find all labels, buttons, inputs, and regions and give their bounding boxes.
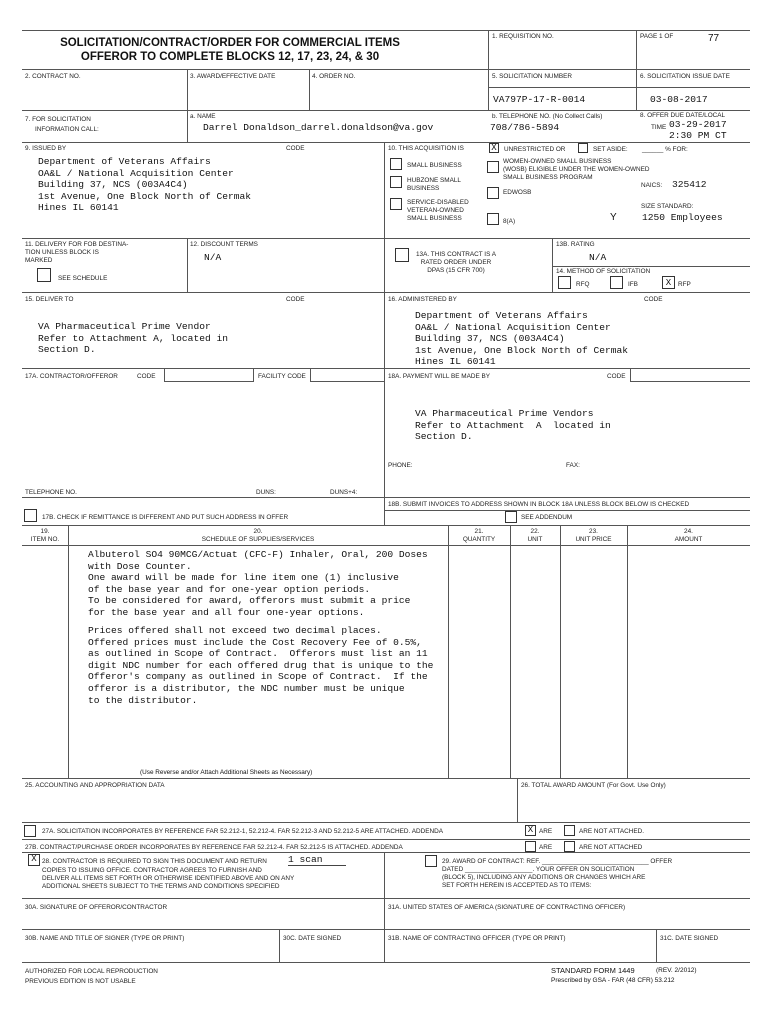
contractor-sign-checkbox[interactable]: X (28, 854, 40, 866)
rated-order-checkbox[interactable] (395, 248, 409, 262)
order-no-label: 4. ORDER NO. (312, 73, 356, 80)
officer-name-label: 31B. NAME OF CONTRACTING OFFICER (TYPE OR PRINT) (388, 935, 566, 942)
deliver-to-address: VA Pharmaceutical Prime Vendor Refer to Attachment A, located in Section D. (38, 321, 228, 356)
col-item-no: 19. ITEM NO. (30, 528, 60, 543)
size-standard: 1250 Employees (642, 212, 723, 223)
rating: N/A (589, 252, 607, 263)
acquisition-label: 10. THIS ACQUISITION IS (388, 145, 464, 152)
far-27a-are-label: ARE (539, 828, 553, 835)
contractor-agreement-text: COPIES TO ISSUING OFFICE. CONTRACTOR AGREES TO FURNISH AND DELIVER ALL ITEMS SET FORTH OR OTHERWISE IDENTIFIED ABOVE AND ON ANY ADDITIONAL SHEETS SUBJECT TO THE TERMS AND CONDITIONS SPECIFIED (42, 867, 295, 890)
invoice-label: 18B. SUBMIT INVOICES TO ADDRESS SHOWN IN BLOCK 18A UNLESS BLOCK BELOW IS CHECKED (388, 501, 690, 508)
col-quantity: 21. QUANTITY (462, 528, 496, 543)
issue-date: 03-08-2017 (650, 94, 708, 105)
rated-order-label: 13A. THIS CONTRACT IS A RATED ORDER UNDER DPAS (15 CFR 700) (416, 251, 497, 274)
eight-a-checkbox[interactable] (487, 213, 499, 225)
payment-code-label: CODE (607, 373, 626, 380)
unrestricted-checkbox[interactable]: X (489, 143, 499, 153)
contractor-code-label: CODE (137, 373, 156, 380)
edwosb-checkbox[interactable] (487, 187, 499, 199)
award-checkbox[interactable] (425, 855, 437, 867)
telephone-label: TELEPHONE NO. (25, 489, 77, 496)
form-revision: (REV. 2/2012) (656, 967, 697, 974)
solicitation-number: VA797P-17-R-0014 (493, 94, 586, 105)
delivery-label: 11. DELIVERY FOR FOB DESTINA- TION UNLESS BLOCK IS MARKED (25, 241, 129, 264)
rfp-checkbox[interactable]: X (662, 276, 675, 289)
far-27b-label: 27B. CONTRACT/PURCHASE ORDER INCORPORATES BY REFERENCE FAR 52.212-4. FAR 52.212-5 IS ATTACHED. ADDENDA (25, 844, 403, 851)
contact-name: Darrel Donaldson_darrel.donaldson@va.gov (203, 122, 434, 133)
date-signed-30c-label: 30C. DATE SIGNED (283, 935, 342, 942)
size-standard-label: SIZE STANDARD: (641, 203, 694, 210)
schedule-footnote: (Use Reverse and/or Attach Additional Sheets as Necessary) (140, 769, 313, 776)
duns-label: DUNS: (256, 489, 276, 496)
eight-a-label: 8(A) (503, 218, 516, 225)
unrestricted-label: UNRESTRICTED OR (504, 146, 566, 153)
time-label: TIME (651, 124, 667, 131)
small-business-checkbox[interactable] (390, 158, 402, 170)
col-unit: 22. UNIT (527, 528, 543, 543)
facility-code-label: FACILITY CODE (258, 373, 306, 380)
rfp-label: RFP (678, 281, 691, 288)
schedule-pricing-notes: Prices offered shall not exceed two decimal places. Offered prices must include the Cost Recovery Fee of 0.5%, as outlined in Scope of Contract. Offerors must list an 11 digit NDC number for each offered drug that is unique to the Offeror's company as outlined in Scope of Contract. If the offeror is a distributor, the NDC number must be unique to the distributor. (88, 625, 434, 706)
set-aside-label: SET ASIDE: (593, 146, 628, 153)
sdvosb-label: SERVICE-DISABLED VETERAN-OWNED SMALL BUSINESS (407, 199, 469, 222)
ifb-checkbox[interactable] (610, 276, 623, 289)
date-signed-31c-label: 31C. DATE SIGNED (660, 935, 719, 942)
previous-edition-text: PREVIOUS EDITION IS NOT USABLE (25, 978, 136, 985)
administered-code-label: CODE (644, 296, 663, 303)
eight-a-mark: Y (610, 212, 617, 223)
phone-label-18: PHONE: (388, 462, 413, 469)
info-call-label-2: INFORMATION CALL: (35, 126, 99, 133)
offer-due-date: 03-29-2017 (669, 119, 727, 130)
return-copies: 1 scan (288, 854, 346, 866)
facility-code-field[interactable] (310, 369, 384, 382)
administered-by-address: Department of Veterans Affairs OA&L / National Acquisition Center Building 37, NCS (003A4C4) 1st Avenue, One Block North of Cermak Hines IL 60141 (415, 310, 629, 368)
signature-usa-label: 31A. UNITED STATES OF AMERICA (SIGNATURE OF CONTRACTING OFFICER) (388, 904, 626, 911)
award-date-label: 3. AWARD/EFFECTIVE DATE (190, 73, 276, 80)
award-of-contract-text: 29. AWARD OF CONTRACT: REF. ______________________________ OFFER DATED ___________________. YOUR OFFER ON SOLICITATION (BLOCK 5), INCLUDING ANY ADDITIONS OR CHANGES WHICH ARE SET FORTH HEREIN IS ACCEPTED AS TO ITEMS: (442, 858, 673, 889)
wosb-checkbox[interactable] (487, 161, 499, 173)
contractor-label: 17A. CONTRACTOR/OFFEROR (25, 373, 118, 380)
far-27b-are-checkbox[interactable] (525, 841, 536, 852)
far-27b-are-label: ARE (539, 844, 553, 851)
payment-address: VA Pharmaceutical Prime Vendors Refer to Attachment A located in Section D. (415, 408, 611, 443)
issue-date-label: 6. SOLICITATION ISSUE DATE (640, 73, 730, 80)
page-label: PAGE 1 OF (640, 33, 674, 40)
name-label: a. NAME (190, 113, 216, 120)
form-title: SOLICITATION/CONTRACT/ORDER FOR COMMERCIAL ITEMS (60, 37, 400, 49)
issued-by-code-label: CODE (286, 145, 305, 152)
administered-by-label: 16. ADMINISTERED BY (388, 296, 457, 303)
small-business-label: SMALL BUSINESS (407, 162, 462, 169)
deliver-to-code-label: CODE (286, 296, 305, 303)
addendum-checkbox[interactable] (505, 511, 517, 523)
addendum-label: SEE ADDENDUM (521, 514, 573, 521)
signer-name-label: 30B. NAME AND TITLE OF SIGNER (TYPE OR PRINT) (25, 935, 185, 942)
ifb-label: IFB (628, 281, 638, 288)
see-schedule-label: SEE SCHEDULE (58, 275, 108, 282)
edwosb-label: EDWOSB (503, 189, 532, 196)
authorized-text: AUTHORIZED FOR LOCAL REPRODUCTION (25, 968, 158, 975)
col-amount: 24. AMOUNT (674, 528, 703, 543)
rating-label: 13B. RATING (556, 241, 595, 248)
far-27a-are-not-label: ARE NOT ATTACHED. (579, 828, 644, 835)
naics-label: NAICS: (641, 182, 663, 189)
far-27a-are-not-checkbox[interactable] (564, 825, 575, 836)
contract-no-label: 2. CONTRACT NO. (25, 73, 81, 80)
contractor-sign-label: 28. CONTRACTOR IS REQUIRED TO SIGN THIS DOCUMENT AND RETURN (42, 858, 267, 865)
hubzone-checkbox[interactable] (390, 176, 402, 188)
offer-due-time: 2:30 PM CT (669, 130, 727, 141)
payment-code-field[interactable] (630, 369, 750, 382)
deliver-to-label: 15. DELIVER TO (25, 296, 74, 303)
wosb-label: WOMEN-OWNED SMALL BUSINESS (WOSB) ELIGIBLE UNDER THE WOMEN-OWNED SMALL BUSINESS PROGRAM (503, 158, 650, 181)
set-aside-checkbox[interactable] (578, 143, 588, 153)
solicitation-no-label: 5. SOLICITATION NUMBER (492, 73, 573, 80)
phone-label: b. TELEPHONE NO. (No Collect Calls) (492, 113, 603, 120)
contact-phone: 708/786-5894 (490, 122, 560, 133)
offer-due-label: 8. OFFER DUE DATE/LOCAL (640, 112, 726, 119)
requisition-label: 1. REQUISITION NO. (492, 33, 554, 40)
accounting-label: 25. ACCOUNTING AND APPROPRIATION DATA (25, 782, 165, 789)
issued-by-address: Department of Veterans Affairs OA&L / National Acquisition Center Building 37, NCS (003A4C4) 1st Avenue, One Block North of Cermak Hines IL 60141 (38, 156, 252, 214)
sdvosb-checkbox[interactable] (390, 198, 402, 210)
discount-label: 12. DISCOUNT TERMS (190, 241, 258, 248)
percent-for-label: ______ % FOR: (642, 146, 688, 153)
rfq-checkbox[interactable] (558, 276, 571, 289)
rfq-label: RFQ (576, 281, 590, 288)
total-award-label: 26. TOTAL AWARD AMOUNT (For Govt. Use Only) (521, 782, 666, 789)
far-27a-label: 27A. SOLICITATION INCORPORATES BY REFERENCE FAR 52.212-1, 52.212-4. FAR 52.212-3 AND 52.212-5 ARE ATTACHED. ADDENDA (42, 828, 443, 835)
signature-offeror-label: 30A. SIGNATURE OF OFFEROR/CONTRACTOR (25, 904, 168, 911)
method-label: 14. METHOD OF SOLICITATION (556, 268, 651, 275)
hubzone-label: HUBZONE SMALL BUSINESS (407, 177, 461, 192)
remittance-label: 17B. CHECK IF REMITTANCE IS DIFFERENT AND PUT SUCH ADDRESS IN OFFER (42, 514, 289, 521)
remittance-checkbox[interactable] (24, 509, 37, 522)
naics-code: 325412 (672, 179, 707, 190)
discount-terms: N/A (204, 252, 222, 263)
duns4-label: DUNS+4: (330, 489, 358, 496)
form-number: STANDARD FORM 1449 (551, 966, 635, 975)
issued-by-label: 9. ISSUED BY (25, 145, 67, 152)
col-schedule: 20. SCHEDULE OF SUPPLIES/SERVICES (201, 528, 315, 543)
info-call-label: 7. FOR SOLICITATION (25, 116, 91, 123)
far-27b-are-not-label: ARE NOT ATTACHED (579, 844, 643, 851)
form-subtitle: OFFEROR TO COMPLETE BLOCKS 12, 17, 23, 24, & 30 (80, 51, 380, 63)
page-total: 77 (708, 33, 720, 44)
contractor-code-field[interactable] (164, 369, 254, 382)
prescribed-by: Prescribed by GSA - FAR (48 CFR) 53.212 (551, 977, 675, 984)
far-27a-are-checkbox[interactable]: X (525, 825, 536, 836)
fax-label-18: FAX: (566, 462, 580, 469)
far-27b-are-not-checkbox[interactable] (564, 841, 575, 852)
col-unit-price: 23. UNIT PRICE (575, 528, 612, 543)
payment-label: 18A. PAYMENT WILL BE MADE BY (388, 373, 491, 380)
see-schedule-checkbox[interactable] (37, 268, 51, 282)
far-27a-checkbox[interactable] (24, 825, 36, 837)
schedule-description: Albuterol SO4 90MCG/Actuat (CFC-F) Inhaler, Oral, 200 Doses with Dose Counter. One award will be made for line item one (1) inclusive of the base year and for one-year option periods. To be considered for award, offerors must submit a price for the base year and all four one-year options. (88, 549, 428, 618)
